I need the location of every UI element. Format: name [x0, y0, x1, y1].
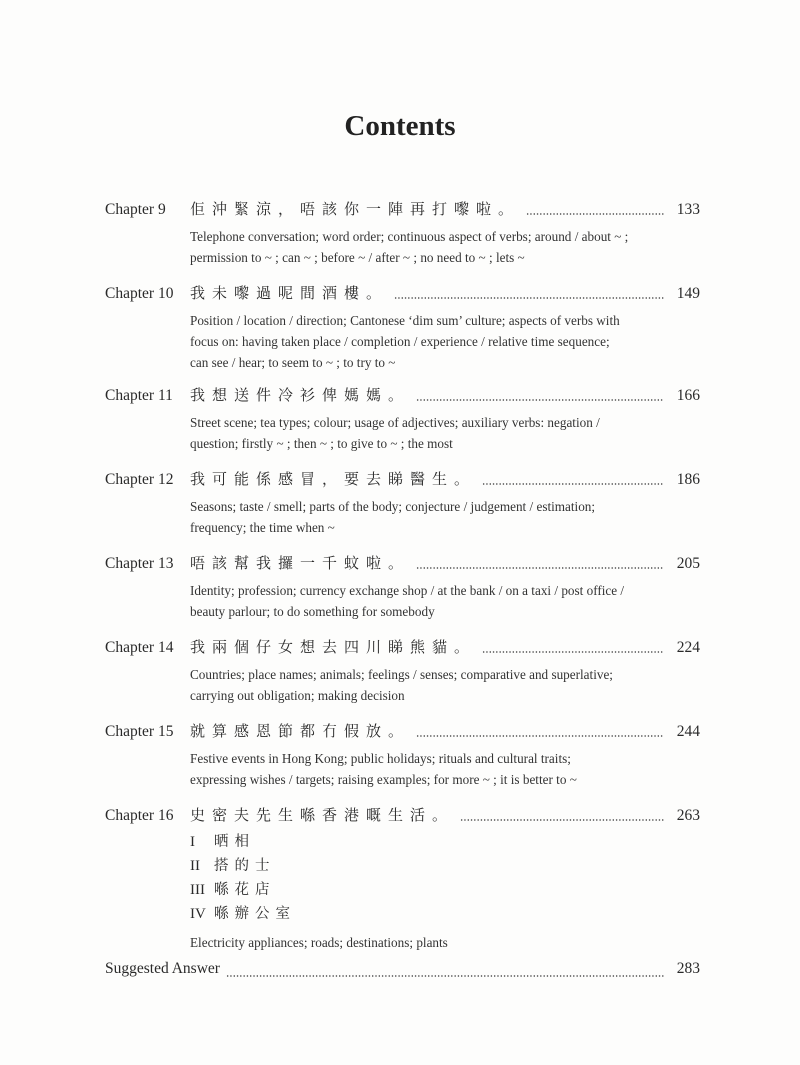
- page-number: 186: [676, 471, 700, 488]
- chapter-title: 佢沖緊涼，唔該你一陣再打嚟啦。: [190, 200, 521, 218]
- dot-leader: [482, 651, 664, 653]
- dot-leader: [416, 399, 664, 401]
- subsection-title: 喺花店: [214, 882, 276, 898]
- page-number: 205: [676, 555, 700, 572]
- dot-leader: [416, 567, 664, 569]
- page-number: 263: [676, 807, 700, 824]
- chapter-label: Chapter 11: [105, 387, 173, 404]
- chapter-label: Chapter 16: [105, 807, 174, 824]
- subsection-title: 喺辦公室: [214, 906, 296, 922]
- chapter-label: Chapter 12: [105, 471, 174, 488]
- page-number: 224: [676, 639, 700, 656]
- toc-entry-chapter[interactable]: [105, 198, 700, 268]
- chapter-label: Chapter 9: [105, 201, 166, 218]
- chapter-title: 唔該幫我攞一千蚊啦。: [190, 554, 411, 572]
- chapter-description: Telephone conversation; word order; continuous aspect of verbs; around / about ~ ; permission to ~ ; can ~ ; before ~ / after ~ ; no need to ~ ; lets ~: [190, 229, 629, 265]
- chapter-title: 就算感恩節都冇假放。: [190, 722, 411, 740]
- dot-leader: [226, 975, 664, 977]
- chapter-title: 我兩個仔女想去四川睇熊貓。: [190, 638, 477, 656]
- chapter-description: Festive events in Hong Kong; public holidays; rituals and cultural traits; expressing wishes / targets; raising examples; for more ~ ; it is better to ~: [190, 751, 577, 787]
- toc-entry-chapter[interactable]: [105, 552, 700, 622]
- dot-leader: [526, 213, 664, 215]
- chapter-description: Seasons; taste / smell; parts of the body; conjecture / judgement / estimation; frequency; the time when ~: [190, 499, 596, 535]
- subsection: [190, 878, 700, 902]
- chapter-description: Position / location / direction; Cantonese ‘dim sum’ culture; aspects of verbs with focus on: having taken place / completion / experience / relative time sequence; can see / hear; to seem to ~ ; to try to ~: [190, 313, 620, 370]
- subsection-number: II: [190, 858, 200, 874]
- toc-entry-chapter[interactable]: [105, 282, 700, 373]
- subsection: [190, 830, 700, 854]
- toc-entry-chapter[interactable]: [105, 720, 700, 790]
- toc-entry-chapter[interactable]: [105, 804, 700, 953]
- toc-entry-chapter[interactable]: [105, 468, 700, 538]
- page-number: 283: [676, 960, 700, 977]
- entry-label: Suggested Answer: [105, 960, 220, 977]
- chapter-description: Identity; profession; currency exchange shop / at the bank / on a taxi / post office / beauty parlour; to do something for somebody: [190, 583, 625, 619]
- subsection: [190, 902, 700, 926]
- subsection-number: I: [190, 834, 195, 850]
- chapter-title: 我想送件冷衫俾媽媽。: [190, 386, 411, 404]
- dot-leader: [460, 819, 664, 821]
- chapter-label: Chapter 14: [105, 639, 174, 656]
- page-number: 133: [676, 201, 700, 218]
- dot-leader: [482, 483, 664, 485]
- toc-entry-suggested-answer[interactable]: [105, 960, 700, 982]
- toc-entry-chapter[interactable]: [105, 384, 700, 454]
- chapter-description: Countries; place names; animals; feelings / senses; comparative and superlative; carrying out obligation; making decision: [190, 667, 613, 703]
- chapter-title: 我未嚟過呢間酒樓。: [190, 284, 389, 302]
- chapter-description: Street scene; tea types; colour; usage of adjectives; auxiliary verbs: negation / question; firstly ~ ; then ~ ; to give to ~ ; the most: [190, 415, 600, 451]
- subsection-title: 晒相: [214, 834, 255, 850]
- chapter-description: Electricity appliances; roads; destinations; plants: [190, 935, 448, 950]
- chapter-title: 我可能係感冒，要去睇醫生。: [190, 470, 477, 488]
- page-number: 166: [676, 387, 700, 404]
- subsection-number: IV: [190, 906, 206, 922]
- chapter-label: Chapter 15: [105, 723, 174, 740]
- chapter-title: 史密夫先生喺香港嘅生活。: [190, 806, 455, 824]
- chapter-label: Chapter 13: [105, 555, 174, 572]
- subsection-title: 搭的士: [214, 858, 276, 874]
- page-number: 149: [676, 285, 700, 302]
- toc-entry-chapter[interactable]: [105, 636, 700, 706]
- subsection-number: III: [190, 882, 205, 898]
- dot-leader: [416, 735, 664, 737]
- subsection: [190, 854, 700, 878]
- page-number: 244: [676, 723, 700, 740]
- page-title: Contents: [344, 110, 456, 142]
- dot-leader: [394, 297, 664, 299]
- chapter-label: Chapter 10: [105, 285, 174, 302]
